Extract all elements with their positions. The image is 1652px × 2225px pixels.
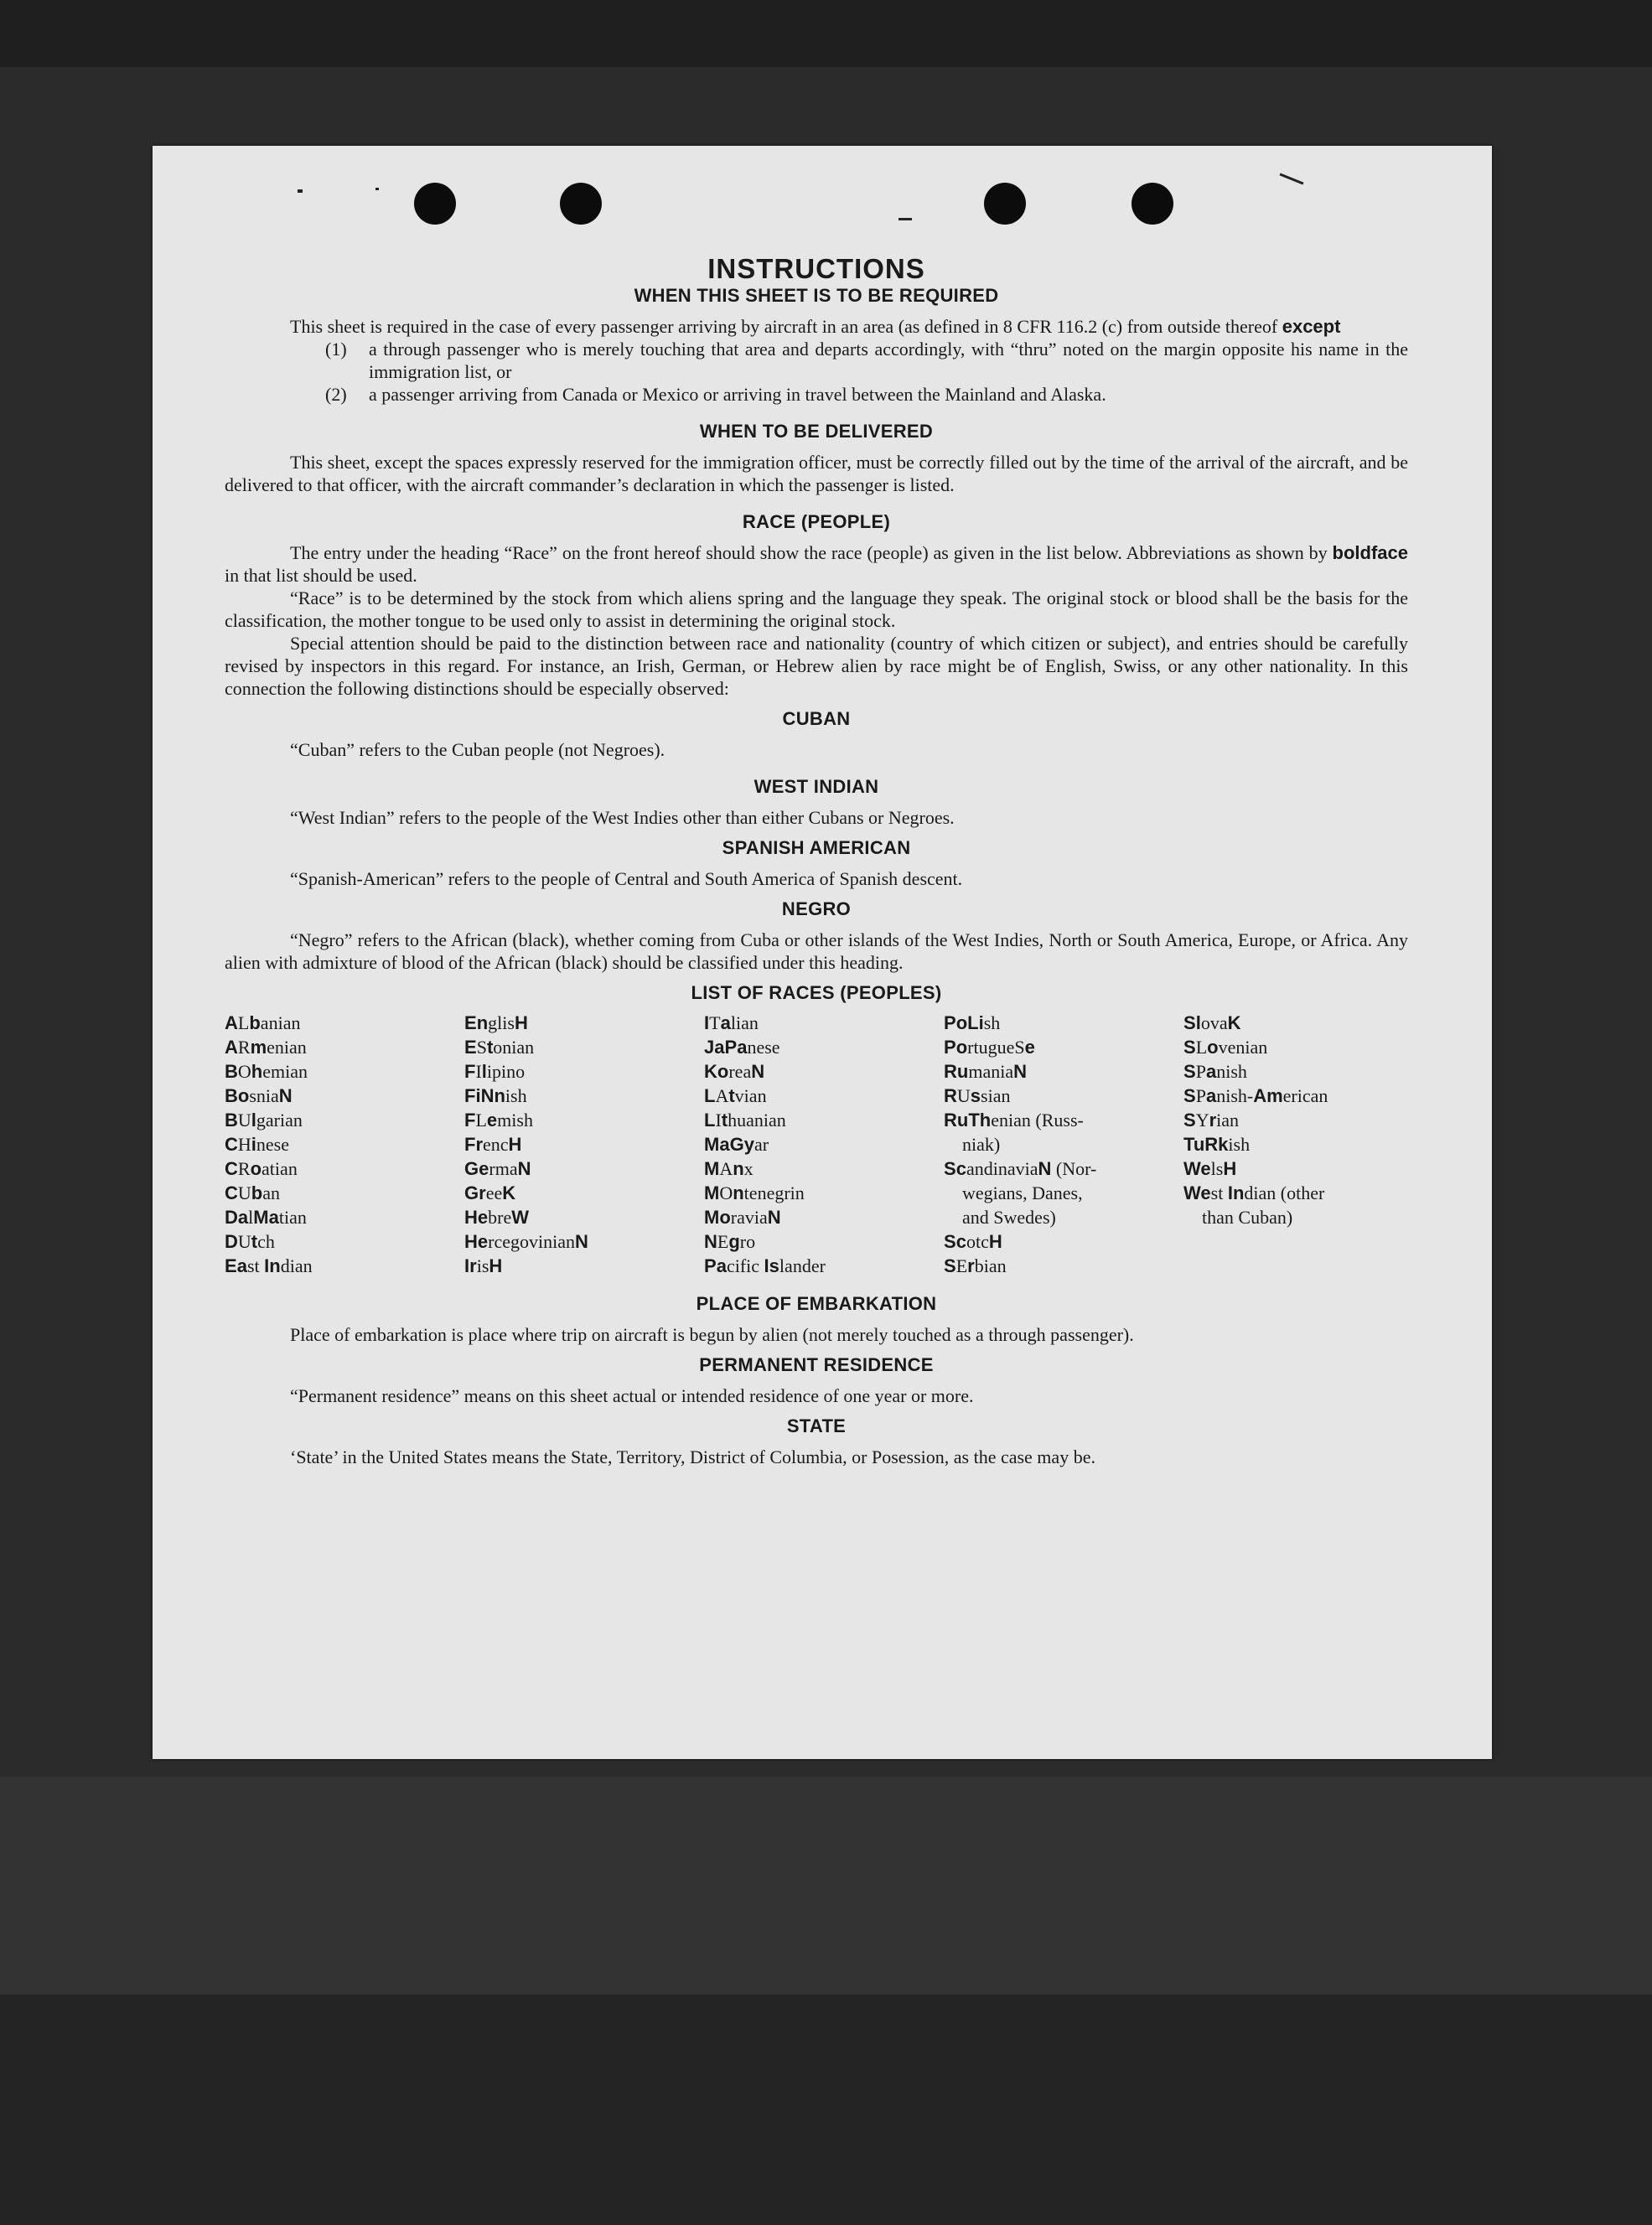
scan-border-top bbox=[0, 0, 1652, 67]
race-entry: DUtch bbox=[225, 1231, 275, 1252]
race-entry: SlovaK bbox=[1183, 1012, 1241, 1033]
scan-border-bottom-dark bbox=[0, 1995, 1652, 2225]
race-entry: MOntenegrin bbox=[704, 1182, 805, 1203]
race-entry: RUssian bbox=[944, 1085, 1011, 1106]
race-entry: wegians, Danes, bbox=[962, 1182, 1083, 1203]
embarkation-text: Place of embarkation is place where trip on aircraft is begun by alien (not merely touched as a through passenger). bbox=[290, 1324, 1134, 1345]
race-entry: LAtvian bbox=[704, 1085, 767, 1106]
race-entry: FrencH bbox=[464, 1134, 522, 1155]
heading-when-required: WHEN THIS SHEET IS TO BE REQUIRED bbox=[634, 285, 999, 306]
scan-speck bbox=[899, 218, 912, 220]
race-entry: East Indian bbox=[225, 1255, 313, 1276]
race-entry: ITalian bbox=[704, 1012, 759, 1033]
race-entry: than Cuban) bbox=[1202, 1207, 1293, 1228]
heading-negro: NEGRO bbox=[781, 898, 852, 919]
race-entry: KoreaN bbox=[704, 1061, 765, 1082]
race-entry: BOhemian bbox=[225, 1061, 308, 1082]
heading-list-of-races: LIST OF RACES (PEOPLES) bbox=[691, 982, 942, 1003]
race-entry: RuThenian (Russ- bbox=[944, 1110, 1084, 1131]
race-entry: EnglisH bbox=[464, 1012, 528, 1033]
race-entry: GreeK bbox=[464, 1182, 516, 1203]
races-column-3 bbox=[704, 1011, 944, 1278]
required-intro: This sheet is required in the case of every passenger arriving by aircraft in an area (as defined in 8 CFR 116.2 (c) from outside thereof except bbox=[290, 316, 1341, 337]
heading-place-of-embarkation: PLACE OF EMBARKATION bbox=[696, 1293, 937, 1314]
race-entry: MAnx bbox=[704, 1158, 753, 1179]
race-entry: SYrian bbox=[1183, 1110, 1240, 1131]
race-entry: CUban bbox=[225, 1182, 280, 1203]
race-entry: JaPanese bbox=[704, 1037, 780, 1058]
document-page bbox=[153, 146, 1492, 1759]
race-entry: IrisH bbox=[464, 1255, 503, 1276]
race-entry: RumaniaN bbox=[944, 1061, 1028, 1082]
spanish-american-text: “Spanish-American” refers to the people of Central and South America of Spanish descent. bbox=[290, 868, 963, 889]
page-title: INSTRUCTIONS bbox=[707, 253, 925, 284]
race-entry: ScandinaviaN (Nor- bbox=[944, 1158, 1097, 1179]
race-entry: MaGyar bbox=[704, 1134, 769, 1155]
race-entry: EStonian bbox=[464, 1037, 535, 1058]
race-entry: SLovenian bbox=[1183, 1037, 1268, 1058]
race-entry: CHinese bbox=[225, 1134, 289, 1155]
boldface-word: boldface bbox=[1332, 542, 1408, 563]
races-column-5 bbox=[1183, 1011, 1408, 1278]
required-exceptions-list bbox=[225, 338, 1408, 406]
race-entry: SErbian bbox=[944, 1255, 1007, 1276]
races-column-1 bbox=[225, 1011, 464, 1278]
race-entry: Pacific Islander bbox=[704, 1255, 826, 1276]
scan-speck bbox=[375, 188, 379, 190]
west-indian-text: “West Indian” refers to the people of the West Indies other than either Cubans or Negroes. bbox=[290, 807, 955, 828]
race-paragraph-3: Special attention should be paid to the distinction between race and nationality (country of which citizen or subject), and entries should be carefully revised by inspectors in this regard. For instance, an Irish, German, or Hebrew alien by race might be of English, Swiss, or any other nationality. In this connection the following distinctions should be especially observed: bbox=[225, 633, 1408, 699]
scan-speck bbox=[1280, 173, 1304, 184]
race-entry: WelsH bbox=[1183, 1158, 1237, 1179]
races-list bbox=[225, 1011, 1408, 1278]
race-entry: ARmenian bbox=[225, 1037, 307, 1058]
race-entry: CRoatian bbox=[225, 1158, 298, 1179]
exception-number: (2) bbox=[325, 384, 347, 405]
race-entry: West Indian (other bbox=[1183, 1182, 1325, 1203]
punch-hole-3 bbox=[984, 183, 1026, 225]
heading-cuban: CUBAN bbox=[782, 708, 851, 729]
race-entry: GermaN bbox=[464, 1158, 531, 1179]
punch-hole-1 bbox=[414, 183, 456, 225]
residence-text: “Permanent residence” means on this sheet actual or intended residence of one year or more. bbox=[290, 1385, 974, 1406]
races-column-2 bbox=[464, 1011, 704, 1278]
punch-hole-4 bbox=[1132, 183, 1173, 225]
race-entry: DalMatian bbox=[225, 1207, 307, 1228]
race-entry: TuRkish bbox=[1183, 1134, 1251, 1155]
exception-text: a through passenger who is merely touching that area and departs accordingly, with “thru” noted on the margin opposite his name in the immigration list, or bbox=[369, 339, 1408, 382]
except-bold: except bbox=[1282, 316, 1341, 337]
race-entry: PoLish bbox=[944, 1012, 1001, 1033]
state-text: ‘State’ in the United States means the State, Territory, District of Columbia, or Posession, as the case may be. bbox=[290, 1446, 1095, 1467]
race-entry: BosniaN bbox=[225, 1085, 293, 1106]
race-entry: LIthuanian bbox=[704, 1110, 786, 1131]
race-entry: niak) bbox=[962, 1134, 1001, 1155]
race-entry: SPanish bbox=[1183, 1061, 1247, 1082]
exception-text: a passenger arriving from Canada or Mexico or arriving in travel between the Mainland and Alaska. bbox=[369, 384, 1106, 405]
heading-state: STATE bbox=[786, 1415, 847, 1436]
cuban-text: “Cuban” refers to the Cuban people (not Negroes). bbox=[290, 739, 665, 760]
instructions-content bbox=[225, 253, 1408, 1468]
negro-text: “Negro” refers to the African (black), whether coming from Cuba or other islands of the West Indies, North or South America, Europe, or Africa. Any alien with admixture of blood of the African (black) should be classified under this heading. bbox=[225, 929, 1408, 973]
race-entry: ScotcH bbox=[944, 1231, 1002, 1252]
race-entry: HercegovinianN bbox=[464, 1231, 588, 1252]
scan-speck bbox=[298, 189, 303, 193]
race-entry: NEgro bbox=[704, 1231, 756, 1252]
punch-hole-2 bbox=[560, 183, 602, 225]
race-entry: MoraviaN bbox=[704, 1207, 781, 1228]
race-entry: and Swedes) bbox=[962, 1207, 1056, 1228]
heading-west-indian: WEST INDIAN bbox=[753, 776, 879, 797]
delivered-text: This sheet, except the spaces expressly reserved for the immigration officer, must be correctly filled out by the time of the arrival of the aircraft, and be delivered to that officer, with the aircraft commander’s declaration in which the passenger is listed. bbox=[225, 452, 1408, 495]
exception-item bbox=[225, 383, 1408, 406]
race-entry: ALbanian bbox=[225, 1012, 301, 1033]
exception-number: (1) bbox=[325, 339, 347, 360]
races-column-4 bbox=[944, 1011, 1183, 1278]
heading-permanent-residence: PERMANENT RESIDENCE bbox=[699, 1354, 934, 1375]
race-entry: PortugueSe bbox=[944, 1037, 1035, 1058]
heading-spanish-american: SPANISH AMERICAN bbox=[722, 837, 911, 858]
heading-race: RACE (PEOPLE) bbox=[742, 511, 891, 532]
race-entry: FLemish bbox=[464, 1110, 533, 1131]
race-entry: FiNnish bbox=[464, 1085, 527, 1106]
exception-item bbox=[225, 338, 1408, 383]
race-paragraph-2: “Race” is to be determined by the stock from which aliens spring and the language they speak. The original stock or blood shall be the basis for the classification, the mother tongue to be used only to assist in determining the original stock. bbox=[225, 587, 1408, 631]
race-entry: SPanish-American bbox=[1183, 1085, 1328, 1106]
race-entry: HebreW bbox=[464, 1207, 529, 1228]
race-entry: FIlipino bbox=[464, 1061, 526, 1082]
race-paragraph-1: The entry under the heading “Race” on the front hereof should show the race (people) as given in the list below. Abbreviations as shown by boldface in that list should be used. bbox=[225, 542, 1408, 586]
race-entry: BUlgarian bbox=[225, 1110, 303, 1131]
heading-when-delivered: WHEN TO BE DELIVERED bbox=[699, 421, 934, 442]
